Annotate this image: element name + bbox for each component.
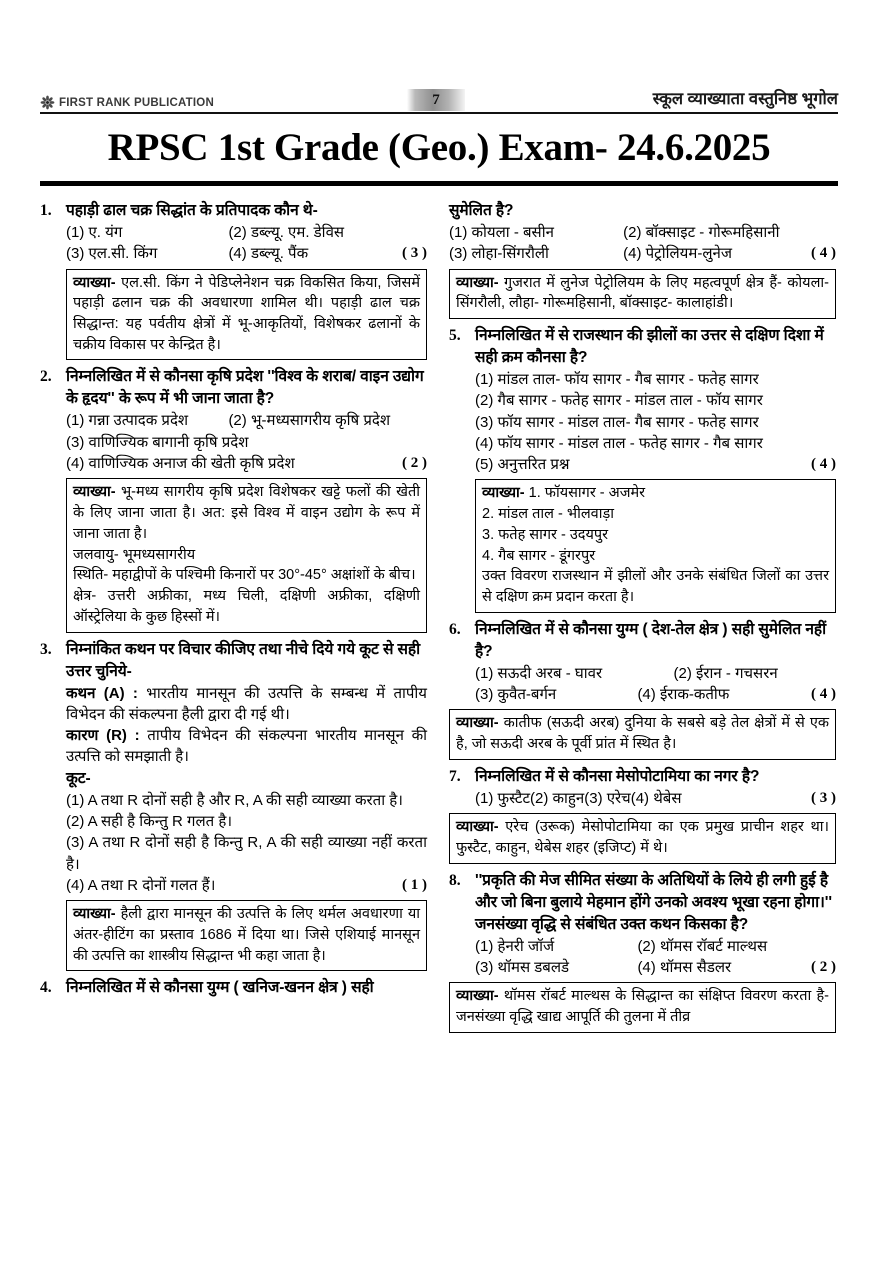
explanation-text: एल.सी. किंग ने पेडिप्लेनेशन चक्र विकसित किया, जिसमें पहाड़ी ढलान चक्र की अवधारणा शामिल थी। पहाड़ी ढाल चक्र सिद्धान्त: यह पर्वतीय क्षेत्रों में भू-आकृतियों, विशेषकर ढलानों के चक्रीय विकास पर केन्द्रित है।	[73, 274, 420, 353]
answer-key: ( 4 )	[811, 245, 836, 262]
explanation-box-3	[66, 900, 427, 971]
question-1	[40, 200, 427, 265]
option-1[interactable]: (1) A तथा R दोनों सही है और R, A की सही व्याख्या करता है।	[66, 791, 403, 809]
question-number: 5.	[449, 327, 461, 344]
statement-r-text: तापीय विभेदन की संकल्पना भारतीय मानसून की उत्पत्ति को समझाती है।	[66, 727, 427, 766]
option-4[interactable]: (4) वाणिज्यिक अनाज की खेती कृषि प्रदेश	[66, 455, 295, 473]
explanation-extra-line: स्थिति- महाद्वीपों के पश्चिमी किनारों पर 30°-45° अक्षांशों के बीच।	[73, 567, 416, 584]
question-number: 6.	[449, 620, 461, 638]
question-number: 3.	[40, 640, 52, 658]
explanation-box-7	[449, 813, 836, 863]
explanation-extra-line: जलवायु- भूमध्यसागरीय	[73, 546, 196, 563]
question-number: 4.	[40, 979, 52, 997]
question-text: निम्नलिखित में से कौनसा कृषि प्रदेश ''विश्व के शराब/ वाइन उद्योग के हृदय'' के रूप में भी जाना जाता है?	[66, 368, 424, 408]
option-3[interactable]: (3) A तथा R दोनों सही है किन्तु R, A की सही व्याख्या नहीं करता है।	[66, 834, 427, 873]
question-text: सुमेलित है?	[449, 201, 514, 219]
left-column	[40, 200, 427, 1039]
option-4[interactable]: (4) A तथा R दोनों गलत हैं।	[66, 876, 216, 894]
option-3[interactable]: (3) कुवैत-बर्गन	[475, 686, 557, 704]
question-text: पहाड़ी ढाल चक्र सिद्धांत के प्रतिपादक कौन थे-	[66, 201, 318, 219]
option-4[interactable]: (4) फॉय सागर - मांडल ताल - फतेह सागर - गैब सागर	[475, 434, 763, 452]
answer-key: ( 4 )	[811, 686, 836, 703]
page-number-badge: 7	[407, 89, 465, 111]
option-2[interactable]: (2) भू-मध्यसागरीय कृषि प्रदेश	[228, 412, 391, 430]
explanation-box-6	[449, 709, 836, 759]
answer-key: ( 3 )	[402, 245, 427, 262]
page-title: RPSC 1st Grade (Geo.) Exam- 24.6.2025	[107, 126, 771, 169]
answer-key: ( 4 )	[811, 456, 836, 473]
explanation-extra-line: 4. गैब सागर - डूंगरपुर	[482, 547, 596, 564]
option-3[interactable]: (3) फॉय सागर - मांडल ताल- गैब सागर - फतेह सागर	[475, 413, 759, 431]
option-list	[475, 369, 836, 475]
content-columns	[40, 200, 838, 1039]
explanation-box-5	[475, 479, 836, 612]
option-list	[66, 410, 427, 474]
question-number: 2.	[40, 368, 52, 386]
question-number: 1.	[40, 201, 52, 219]
option-3[interactable]: (3) वाणिज्यिक बागानी कृषि प्रदेश	[66, 433, 249, 451]
option-3[interactable]: (3) एरेच	[584, 789, 631, 807]
question-text: ''प्रकृति की मेज सीमित संख्या के अतिथियों के लिये ही लगी हुई है और जो बिना बुलाये मेहमान होंगे उनको अवश्य भूखा रहना होगा।'' जनसंख्या वृद्धि से संबंधित उक्त कथन किसका है?	[475, 871, 832, 933]
option-2[interactable]: (2) काहुन	[530, 789, 585, 807]
option-2[interactable]: (2) A सही है किन्तु R गलत है।	[66, 812, 233, 830]
question-4	[40, 977, 427, 999]
option-list	[475, 663, 836, 706]
question-text: निम्नलिखित में से कौनसा युग्म ( देश-तेल क्षेत्र ) सही सुमेलित नहीं है?	[475, 620, 826, 660]
explanation-label: व्याख्या-	[456, 715, 499, 732]
option-1[interactable]: (1) हेनरी जॉर्ज	[475, 937, 555, 955]
statement-a-text: भारतीय मानसून की उत्पत्ति के सम्बन्ध में तापीय विभेदन की संकल्पना हैली द्वारा दी गई थी।	[66, 684, 427, 723]
flower-logo-icon	[40, 95, 55, 110]
option-4[interactable]: (4) थेबेस	[630, 789, 682, 807]
option-2[interactable]: (2) थॉमस रॉबर्ट माल्थस	[637, 937, 768, 955]
option-2[interactable]: (2) डब्ल्यू. एम. डेविस	[228, 223, 345, 241]
question-text: निम्नलिखित में से कौनसा युग्म ( खनिज-खनन क्षेत्र ) सही	[66, 979, 374, 997]
option-2[interactable]: (2) बॉक्साइट - गोरूमहिसानी	[623, 223, 780, 241]
explanation-text: भू-मध्य सागरीय कृषि प्रदेश विशेषकर खट्टे फलों की खेती के लिए जाना जाता है। अत: इसे विश्व में वाइन उद्योग के रूप में जाना जाता है।	[73, 484, 420, 542]
option-5[interactable]: (5) अनुत्तरित प्रश्न	[475, 456, 570, 474]
book-title-header: स्कूल व्याख्याता वस्तुनिष्ठ भूगोल	[652, 90, 838, 108]
answer-key: ( 3 )	[811, 789, 836, 806]
option-1[interactable]: (1) कोयला - बसीन	[449, 223, 554, 241]
explanation-box-8	[449, 982, 836, 1032]
question-8	[449, 870, 836, 979]
option-4[interactable]: (4) पेट्रोलियम-लुनेज	[623, 245, 732, 263]
option-1[interactable]: (1) सऊदी अरब - घावर	[475, 664, 603, 682]
option-list	[66, 790, 427, 896]
question-6	[449, 619, 836, 706]
option-4[interactable]: (4) थॉमस सैडलर	[637, 959, 732, 977]
title-rule	[40, 181, 838, 186]
question-2	[40, 366, 427, 474]
option-4[interactable]: (4) डब्ल्यू. पैंक	[228, 245, 309, 263]
option-3[interactable]: (3) थॉमस डबलडे	[475, 959, 570, 977]
right-column	[449, 200, 836, 1039]
option-4[interactable]: (4) ईराक-कतीफ	[637, 686, 730, 704]
option-2[interactable]: (2) ईरान - गचसरन	[673, 664, 778, 682]
answer-key: ( 2 )	[402, 455, 427, 472]
explanation-label: व्याख्या-	[73, 906, 116, 923]
option-2[interactable]: (2) गैब सागर - फतेह सागर - मांडल ताल - फॉय सागर	[475, 392, 763, 410]
option-list	[66, 222, 427, 265]
question-text: निम्नांकित कथन पर विचार कीजिए तथा नीचे दिये गये कूट से सही उत्तर चुनिये-	[66, 640, 421, 680]
publisher-brand	[40, 95, 214, 110]
explanation-text: गुजरात में लुनेज पेट्रोलियम के लिए महत्वपूर्ण क्षेत्र हैं- कोयला- सिंगरौली, लौहा- गोरूमहिसानी, बॉक्साइट- कालाहांडी।	[456, 274, 829, 312]
explanation-label: व्याख्या-	[456, 819, 499, 836]
statement-r-label: कारण (R) :	[66, 727, 140, 745]
running-header	[40, 80, 838, 110]
explanation-label: व्याख्या-	[73, 484, 116, 501]
code-label: कूट-	[66, 769, 91, 787]
explanation-text: हैली द्वारा मानसून की उत्पत्ति के लिए थर्मल अवधारणा या अंतर-हीटिंग का प्रस्ताव 1686 में दिया था। जिसे एशियाई मानसून की उत्पत्ति का शास्त्रीय सिद्धान्त भी कहा जाता है।	[73, 906, 420, 964]
option-list	[475, 788, 836, 809]
question-number: 8.	[449, 871, 461, 889]
explanation-box-4	[449, 269, 836, 319]
question-text: निम्नलिखित में से कौनसा मेसोपोटामिया का नगर है?	[475, 767, 760, 785]
option-list	[475, 936, 836, 979]
option-1[interactable]: (1) फुस्टैट	[475, 789, 531, 807]
question-7	[449, 766, 836, 809]
explanation-text: थॉमस रॉबर्ट माल्थस के सिद्धान्त का संक्षिप्त विवरण करता है- जनसंख्या वृद्धि खाद्य आपूर्ति की तुलना में तीव्र	[456, 988, 829, 1026]
option-3[interactable]: (3) एल.सी. किंग	[66, 245, 158, 263]
question-text: निम्नलिखित में से राजस्थान की झीलों का उत्तर से दक्षिण दिशा में सही क्रम कौनसा है?	[475, 327, 824, 366]
explanation-box-2	[66, 478, 427, 632]
explanation-label: व्याख्या-	[73, 274, 116, 291]
answer-key: ( 2 )	[811, 959, 836, 976]
option-list	[449, 222, 836, 265]
option-1[interactable]: (1) ए. यंग	[66, 223, 123, 241]
explanation-text: 1. फॉयसागर - अजमेर	[524, 485, 646, 502]
option-3[interactable]: (3) लोहा-सिंगरौली	[449, 245, 549, 263]
question-5	[449, 325, 836, 475]
explanation-extra-line: 3. फतेह सागर - उदयपुर	[482, 526, 609, 543]
explanation-label: व्याख्या-	[456, 274, 499, 291]
answer-key: ( 1 )	[402, 876, 427, 893]
statement-r	[66, 725, 427, 768]
question-3	[40, 639, 427, 897]
statement-a-label: कथन (A) :	[66, 684, 138, 702]
explanation-box-1	[66, 269, 427, 361]
publisher-name: FIRST RANK PUBLICATION	[59, 96, 214, 109]
explanation-label: व्याख्या-	[456, 988, 499, 1005]
explanation-label: व्याख्या-	[482, 485, 525, 502]
question-4-continuation	[449, 200, 836, 265]
explanation-text: कातीफ (सऊदी अरब) दुनिया के सबसे बड़े तेल क्षेत्रों में से एक है, जो सऊदी अरब के पूर्वी प्रांत में स्थित है।	[456, 715, 829, 753]
exam-title-block	[40, 114, 838, 171]
option-1[interactable]: (1) गन्ना उत्पादक प्रदेश	[66, 412, 189, 430]
statement-a	[66, 683, 427, 726]
option-1[interactable]: (1) मांडल ताल- फॉय सागर - गैब सागर - फतेह सागर	[475, 371, 759, 388]
explanation-text: एरेच (उरूक) मेसोपोटामिया का एक प्रमुख प्राचीन शहर था। फुस्टैट, काहुन, थेबेस शहर (इजिप्ट) में थे।	[456, 819, 829, 856]
explanation-extra-line: 2. मांडल ताल - भीलवाड़ा	[482, 506, 615, 523]
explanation-extra-line: क्षेत्र- उत्तरी अफ्रीका, मध्य चिली, दक्षिणी अफ्रीका, दक्षिणी ऑस्ट्रेलिया के कुछ हिस्सों में।	[73, 588, 420, 625]
explanation-extra-line: उक्त विवरण राजस्थान में झीलों और उनके संबंधित जिलों का उत्तर से दक्षिण क्रम प्रदान करता है।	[482, 568, 829, 606]
question-number: 7.	[449, 767, 461, 785]
